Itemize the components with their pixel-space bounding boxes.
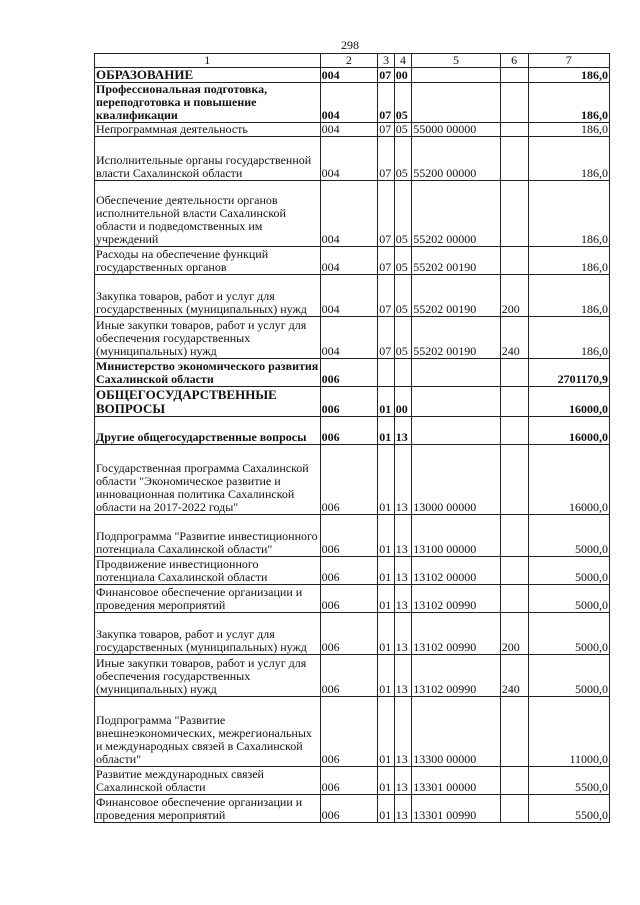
expense-type-code bbox=[500, 181, 528, 247]
section-code: 07 bbox=[378, 137, 394, 181]
amount: 5000,0 bbox=[528, 613, 609, 655]
amount: 186,0 bbox=[528, 181, 609, 247]
admin-code: 004 bbox=[320, 317, 378, 359]
subsection-code: 13 bbox=[394, 585, 412, 613]
table-row bbox=[95, 557, 610, 585]
amount: 11000,0 bbox=[528, 697, 609, 767]
table-row bbox=[95, 247, 610, 275]
section-code: 07 bbox=[378, 317, 394, 359]
expense-type-code bbox=[500, 387, 528, 417]
subsection-code: 13 bbox=[394, 515, 412, 557]
expense-type-code bbox=[500, 557, 528, 585]
subsection-code: 05 bbox=[394, 247, 412, 275]
subsection-code: 05 bbox=[394, 317, 412, 359]
section-code: 01 bbox=[378, 767, 394, 795]
target-article-code bbox=[412, 68, 501, 83]
subsection-code: 13 bbox=[394, 557, 412, 585]
section-code: 07 bbox=[378, 181, 394, 247]
row-name: Непрограммная деятельность bbox=[95, 123, 321, 137]
expense-type-code bbox=[500, 585, 528, 613]
subsection-code: 05 bbox=[394, 123, 412, 137]
expense-type-code: 200 bbox=[500, 275, 528, 317]
subsection-code: 05 bbox=[394, 181, 412, 247]
table-row bbox=[95, 697, 610, 767]
section-code: 01 bbox=[378, 445, 394, 515]
amount: 186,0 bbox=[528, 123, 609, 137]
target-article-code: 13102 00990 bbox=[412, 613, 501, 655]
expense-type-code: 240 bbox=[500, 317, 528, 359]
expense-type-code bbox=[500, 83, 528, 123]
admin-code: 006 bbox=[320, 767, 378, 795]
expense-type-code: 240 bbox=[500, 655, 528, 697]
target-article-code: 55202 00000 bbox=[412, 181, 501, 247]
target-article-code: 55202 00190 bbox=[412, 275, 501, 317]
target-article-code bbox=[412, 417, 501, 445]
table-row bbox=[95, 317, 610, 359]
table-row bbox=[95, 137, 610, 181]
table-row bbox=[95, 275, 610, 317]
row-name: Исполнительные органы государственной власти Сахалинской области bbox=[95, 137, 321, 181]
admin-code: 006 bbox=[320, 557, 378, 585]
row-name: Финансовое обеспечение организации и проведения мероприятий bbox=[95, 795, 321, 823]
admin-code: 006 bbox=[320, 613, 378, 655]
target-article-code: 13102 00000 bbox=[412, 557, 501, 585]
admin-code: 006 bbox=[320, 445, 378, 515]
table-row bbox=[95, 181, 610, 247]
section-code: 01 bbox=[378, 795, 394, 823]
table-row bbox=[95, 359, 610, 387]
target-article-code: 13102 00990 bbox=[412, 585, 501, 613]
target-article-code bbox=[412, 387, 501, 417]
table-row bbox=[95, 767, 610, 795]
amount: 16000,0 bbox=[528, 445, 609, 515]
expense-type-code bbox=[500, 767, 528, 795]
amount: 186,0 bbox=[528, 68, 609, 83]
subsection-code: 13 bbox=[394, 417, 412, 445]
amount: 5500,0 bbox=[528, 767, 609, 795]
amount: 186,0 bbox=[528, 247, 609, 275]
subsection-code: 00 bbox=[394, 68, 412, 83]
row-name: Закупка товаров, работ и услуг для государственных (муниципальных) нужд bbox=[95, 275, 321, 317]
table-row bbox=[95, 417, 610, 445]
subsection-code: 13 bbox=[394, 795, 412, 823]
section-code: 07 bbox=[378, 247, 394, 275]
section-code: 01 bbox=[378, 417, 394, 445]
budget-table bbox=[94, 53, 610, 823]
admin-code: 006 bbox=[320, 697, 378, 767]
row-name: Государственная программа Сахалинской области "Экономическое развитие и инновационная политика Сахалинской области на 2017-2022 годы" bbox=[95, 445, 321, 515]
expense-type-code bbox=[500, 795, 528, 823]
section-code: 01 bbox=[378, 515, 394, 557]
admin-code: 006 bbox=[320, 417, 378, 445]
subsection-code: 13 bbox=[394, 697, 412, 767]
expense-type-code bbox=[500, 515, 528, 557]
section-code bbox=[378, 359, 394, 387]
admin-code: 004 bbox=[320, 275, 378, 317]
subsection-code: 05 bbox=[394, 137, 412, 181]
row-name: Иные закупки товаров, работ и услуг для обеспечения государственных (муниципальных) нужд bbox=[95, 655, 321, 697]
row-name: Подпрограмма "Развитие инвестиционного потенциала Сахалинской области" bbox=[95, 515, 321, 557]
amount: 186,0 bbox=[528, 137, 609, 181]
row-name: Подпрограмма "Развитие внешнеэкономических, межрегиональных и международных связей в Сахалинской области" bbox=[95, 697, 321, 767]
column-header: 5 bbox=[412, 54, 501, 68]
admin-code: 004 bbox=[320, 247, 378, 275]
target-article-code: 13100 00000 bbox=[412, 515, 501, 557]
row-name: Расходы на обеспечение функций государственных органов bbox=[95, 247, 321, 275]
table-row bbox=[95, 515, 610, 557]
target-article-code: 13300 00000 bbox=[412, 697, 501, 767]
amount: 186,0 bbox=[528, 83, 609, 123]
subsection-code: 13 bbox=[394, 767, 412, 795]
amount: 5000,0 bbox=[528, 515, 609, 557]
target-article-code bbox=[412, 359, 501, 387]
target-article-code: 13301 00990 bbox=[412, 795, 501, 823]
subsection-code: 05 bbox=[394, 275, 412, 317]
amount: 2701170,9 bbox=[528, 359, 609, 387]
admin-code: 006 bbox=[320, 515, 378, 557]
row-name: Министерство экономического развития Сахалинской области bbox=[96, 359, 319, 386]
expense-type-code bbox=[500, 123, 528, 137]
section-code: 07 bbox=[378, 123, 394, 137]
admin-code: 006 bbox=[320, 655, 378, 697]
admin-code: 006 bbox=[320, 795, 378, 823]
target-article-code: 55000 00000 bbox=[412, 123, 501, 137]
amount: 16000,0 bbox=[528, 387, 609, 417]
target-article-code: 13301 00000 bbox=[412, 767, 501, 795]
section-code: 07 bbox=[378, 83, 394, 123]
admin-code: 004 bbox=[320, 83, 378, 123]
expense-type-code bbox=[500, 137, 528, 181]
target-article-code: 55202 00190 bbox=[412, 317, 501, 359]
section-code: 07 bbox=[378, 275, 394, 317]
target-article-code: 13000 00000 bbox=[412, 445, 501, 515]
admin-code: 004 bbox=[320, 181, 378, 247]
amount: 5000,0 bbox=[528, 557, 609, 585]
page-number: 298 bbox=[341, 38, 359, 52]
admin-code: 006 bbox=[320, 585, 378, 613]
expense-type-code bbox=[500, 445, 528, 515]
admin-code: 006 bbox=[320, 359, 378, 387]
column-header: 2 bbox=[320, 54, 378, 68]
row-name: Профессиональная подготовка, переподготовка и повышение квалификации bbox=[95, 83, 321, 123]
table-row bbox=[95, 123, 610, 137]
admin-code: 006 bbox=[320, 387, 378, 417]
row-name: Закупка товаров, работ и услуг для государственных (муниципальных) нужд bbox=[95, 613, 321, 655]
admin-code: 004 bbox=[320, 68, 378, 83]
column-header: 6 bbox=[500, 54, 528, 68]
expense-type-code bbox=[500, 247, 528, 275]
subsection-code: 13 bbox=[394, 655, 412, 697]
amount: 5000,0 bbox=[528, 655, 609, 697]
section-code: 01 bbox=[378, 387, 394, 417]
expense-type-code bbox=[500, 359, 528, 387]
table-row bbox=[95, 83, 610, 123]
row-name: ОБРАЗОВАНИЕ bbox=[95, 68, 321, 83]
amount: 16000,0 bbox=[528, 417, 609, 445]
subsection-code: 05 bbox=[394, 83, 412, 123]
admin-code: 004 bbox=[320, 123, 378, 137]
target-article-code bbox=[412, 83, 501, 123]
column-header: 3 bbox=[378, 54, 394, 68]
amount: 186,0 bbox=[528, 317, 609, 359]
row-name: Продвижение инвестиционного потенциала Сахалинской области bbox=[95, 557, 321, 585]
section-code: 01 bbox=[378, 655, 394, 697]
expense-type-code bbox=[500, 697, 528, 767]
table-body bbox=[95, 68, 610, 823]
subsection-code: 13 bbox=[394, 445, 412, 515]
subsection-code: 00 bbox=[394, 387, 412, 417]
column-header: 1 bbox=[95, 54, 321, 68]
section-code: 01 bbox=[378, 697, 394, 767]
column-header: 4 bbox=[394, 54, 412, 68]
table-header-row bbox=[95, 54, 610, 68]
subsection-code: 13 bbox=[394, 613, 412, 655]
section-code: 01 bbox=[378, 613, 394, 655]
amount: 186,0 bbox=[528, 275, 609, 317]
column-header: 7 bbox=[528, 54, 609, 68]
admin-code: 004 bbox=[320, 137, 378, 181]
row-name: Финансовое обеспечение организации и проведения мероприятий bbox=[95, 585, 321, 613]
table-row bbox=[95, 68, 610, 83]
expense-type-code bbox=[500, 68, 528, 83]
row-name: Иные закупки товаров, работ и услуг для обеспечения государственных (муниципальных) нужд bbox=[95, 317, 321, 359]
row-name: Другие общегосударственные вопросы bbox=[95, 417, 321, 445]
subsection-code bbox=[394, 359, 412, 387]
row-name: Обеспечение деятельности органов исполнительной власти Сахалинской области и подведомственных им учреждений bbox=[95, 181, 321, 247]
target-article-code: 55200 00000 bbox=[412, 137, 501, 181]
row-name: Развитие международных связей Сахалинской области bbox=[95, 767, 321, 795]
table-row bbox=[95, 613, 610, 655]
target-article-code: 55202 00190 bbox=[412, 247, 501, 275]
table-row bbox=[95, 655, 610, 697]
amount: 5000,0 bbox=[528, 585, 609, 613]
table-row bbox=[95, 387, 610, 417]
section-code: 01 bbox=[378, 585, 394, 613]
table-row bbox=[95, 585, 610, 613]
section-code: 07 bbox=[378, 68, 394, 83]
target-article-code: 13102 00990 bbox=[412, 655, 501, 697]
section-code: 01 bbox=[378, 557, 394, 585]
expense-type-code: 200 bbox=[500, 613, 528, 655]
row-name: ОБЩЕГОСУДАРСТВЕННЫЕ ВОПРОСЫ bbox=[95, 387, 321, 417]
table-row bbox=[95, 445, 610, 515]
table-row bbox=[95, 795, 610, 823]
amount: 5500,0 bbox=[528, 795, 609, 823]
expense-type-code bbox=[500, 417, 528, 445]
